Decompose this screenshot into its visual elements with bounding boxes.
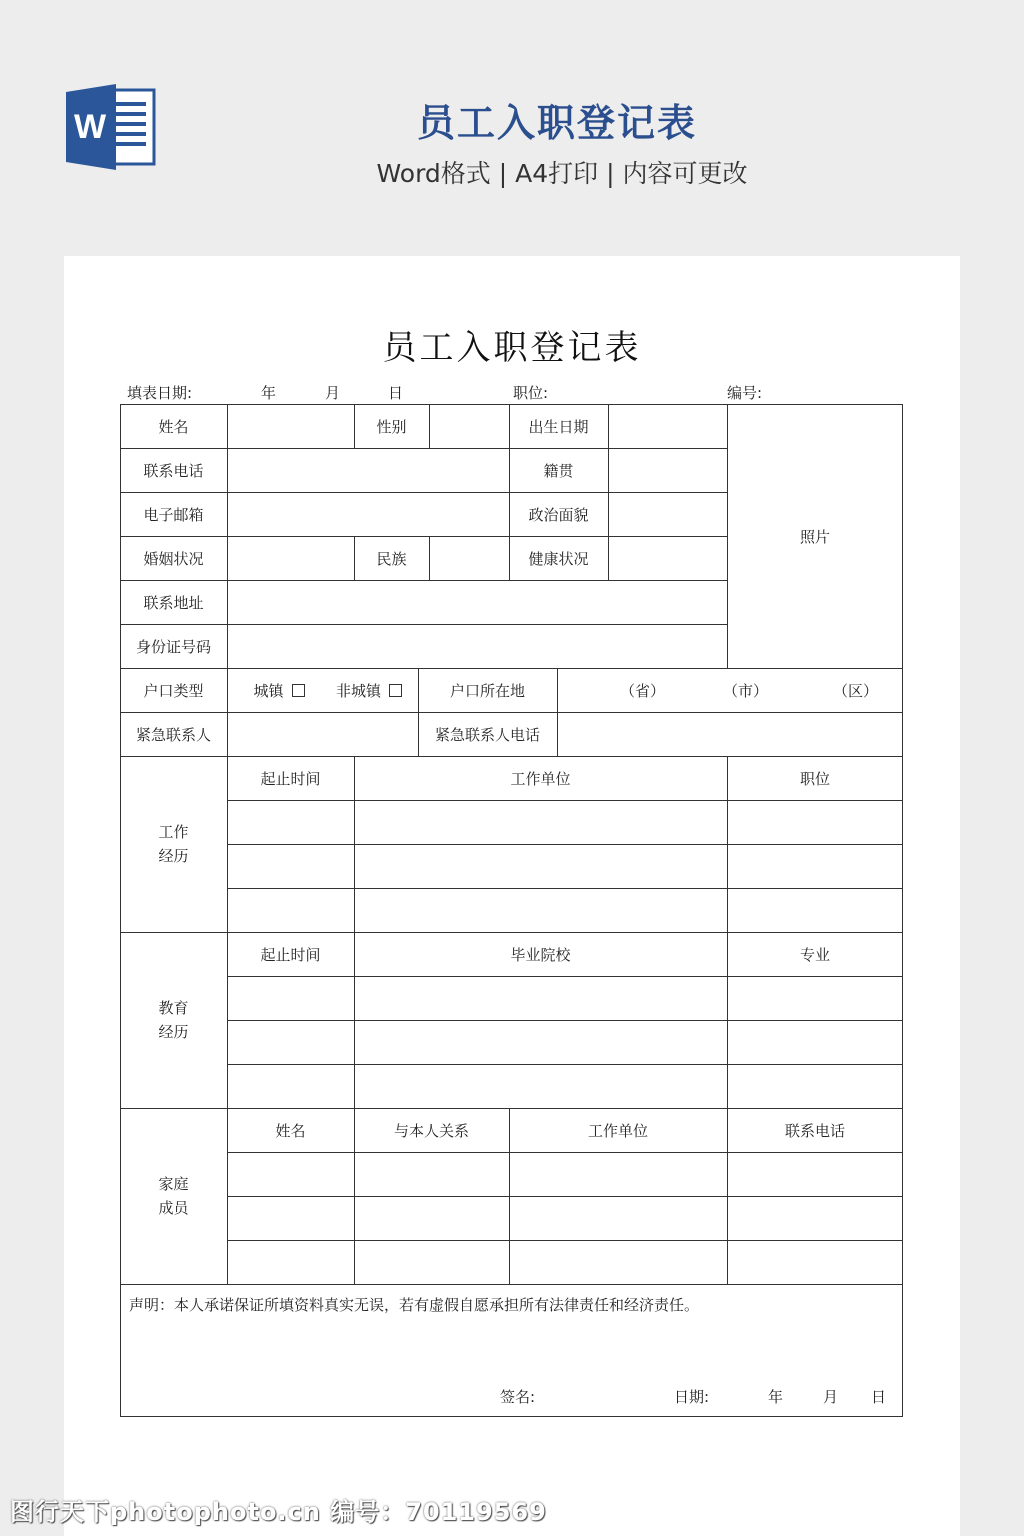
unit-province: （省） bbox=[619, 681, 665, 700]
unit-city: （市） bbox=[722, 681, 768, 700]
section-education bbox=[120, 932, 227, 1108]
label-name: 姓名 bbox=[158, 417, 189, 436]
declaration-text: 声明：本人承诺保证所填资料真实无误，若有虚假自愿承担所有法律责任和经济责任。 bbox=[129, 1296, 700, 1314]
fill-date-label: 填表日期: bbox=[127, 384, 193, 402]
sign-date-label: 日期: bbox=[674, 1388, 710, 1406]
col-line bbox=[429, 404, 430, 448]
row-line bbox=[227, 888, 903, 889]
family-header-relation: 与本人关系 bbox=[393, 1121, 469, 1140]
row-line bbox=[227, 1240, 903, 1241]
col-line bbox=[557, 668, 558, 756]
row-line bbox=[227, 1020, 903, 1021]
option-urban-label: 城镇 bbox=[253, 681, 284, 700]
sign-year: 年 bbox=[768, 1388, 784, 1406]
col-line bbox=[608, 404, 609, 580]
non-urban-checkbox[interactable] bbox=[389, 684, 402, 697]
option-non-urban-label: 非城镇 bbox=[335, 681, 381, 700]
signature-label: 签名: bbox=[500, 1388, 536, 1406]
label-id-number: 身份证号码 bbox=[135, 637, 211, 656]
banner-title: 员工入职登记表 bbox=[416, 101, 697, 145]
work-header-position: 职位 bbox=[799, 769, 830, 788]
edu-header-period: 起止时间 bbox=[260, 945, 321, 964]
section-family bbox=[120, 1108, 227, 1284]
section-education-line1: 教育 bbox=[158, 999, 189, 1017]
label-hukou-location: 户口所在地 bbox=[449, 681, 525, 700]
photo-box: 照片 bbox=[799, 527, 830, 546]
option-non-urban[interactable] bbox=[320, 668, 418, 712]
watermark: 图行天下photophoto.cn 编号：70119569 bbox=[10, 1498, 547, 1526]
section-work bbox=[120, 756, 227, 932]
row-line bbox=[227, 1152, 903, 1153]
banner-subtitle: Word格式 | A4打印 | 内容可更改 bbox=[376, 159, 748, 188]
urban-checkbox[interactable] bbox=[292, 684, 305, 697]
col-line bbox=[429, 536, 430, 580]
section-work-line2: 经历 bbox=[158, 847, 189, 865]
section-family-line2: 成员 bbox=[158, 1199, 189, 1217]
section-education-line2: 经历 bbox=[158, 1023, 189, 1041]
label-emergency-phone: 紧急联系人电话 bbox=[434, 725, 540, 744]
label-gender: 性别 bbox=[376, 417, 407, 436]
label-native-place: 籍贯 bbox=[543, 461, 574, 480]
label-ethnicity: 民族 bbox=[376, 549, 407, 568]
label-email: 电子邮箱 bbox=[143, 505, 204, 524]
logo-letter: W bbox=[73, 108, 107, 146]
label-marital-status: 婚姻状况 bbox=[143, 549, 204, 568]
position-label: 职位: bbox=[513, 384, 549, 402]
label-political-status: 政治面貌 bbox=[528, 505, 589, 524]
section-family-line1: 家庭 bbox=[158, 1175, 189, 1193]
option-urban[interactable] bbox=[227, 668, 331, 712]
work-header-period: 起止时间 bbox=[260, 769, 321, 788]
registration-form bbox=[120, 404, 903, 1417]
row-line bbox=[227, 976, 903, 977]
label-address: 联系地址 bbox=[143, 593, 204, 612]
col-line bbox=[727, 756, 728, 1284]
label-birth-date: 出生日期 bbox=[528, 417, 589, 436]
row-line bbox=[227, 800, 903, 801]
row-line bbox=[227, 1064, 903, 1065]
sign-day: 日 bbox=[871, 1388, 887, 1406]
meta-month: 月 bbox=[325, 384, 341, 402]
section-work-line1: 工作 bbox=[158, 823, 189, 841]
row-line bbox=[227, 844, 903, 845]
family-header-company: 工作单位 bbox=[587, 1121, 648, 1140]
number-label: 编号: bbox=[727, 384, 763, 402]
edu-header-school: 毕业院校 bbox=[510, 945, 571, 964]
label-phone: 联系电话 bbox=[143, 461, 204, 480]
meta-day: 日 bbox=[388, 384, 404, 402]
work-header-company: 工作单位 bbox=[510, 769, 571, 788]
unit-district: （区） bbox=[832, 681, 878, 700]
edu-header-major: 专业 bbox=[799, 945, 830, 964]
family-header-phone: 联系电话 bbox=[784, 1121, 845, 1140]
label-hukou-type: 户口类型 bbox=[143, 681, 204, 700]
sign-month: 月 bbox=[823, 1388, 839, 1406]
col-line bbox=[227, 404, 228, 1284]
row-line bbox=[120, 1284, 903, 1285]
meta-year: 年 bbox=[261, 384, 277, 402]
col-line bbox=[354, 756, 355, 1284]
label-health: 健康状况 bbox=[528, 549, 589, 568]
row-line bbox=[227, 1196, 903, 1197]
label-emergency-contact: 紧急联系人 bbox=[135, 725, 211, 744]
family-header-name: 姓名 bbox=[275, 1121, 306, 1140]
document-title: 员工入职登记表 bbox=[382, 328, 642, 368]
